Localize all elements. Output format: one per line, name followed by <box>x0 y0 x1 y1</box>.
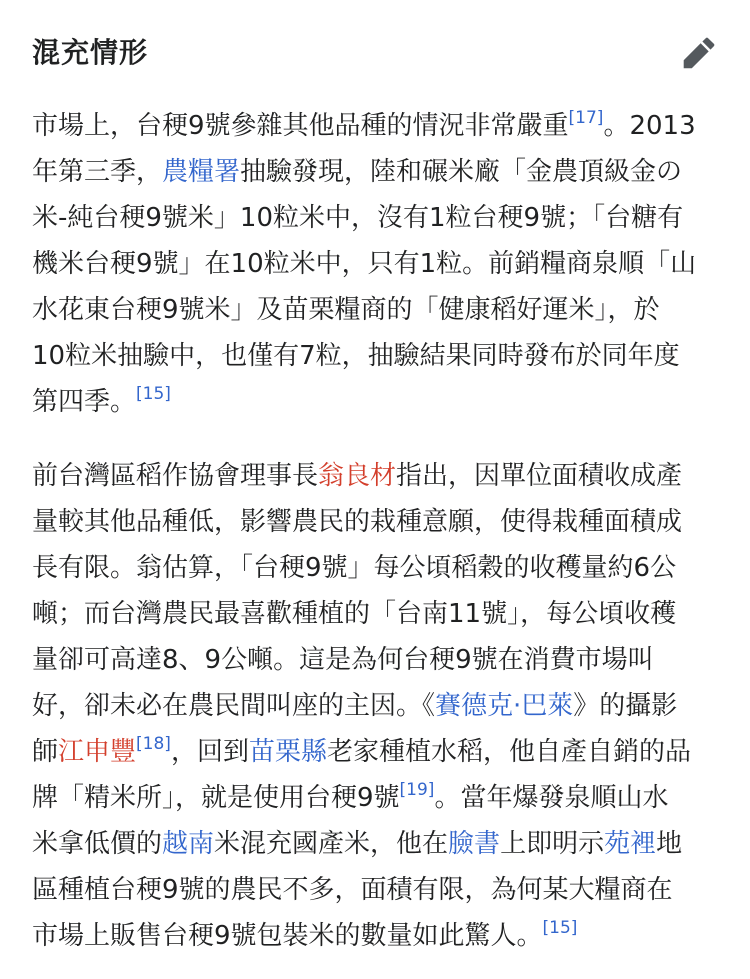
text-run: 牌「精米所」，就是使用台稉9號 <box>32 783 400 813</box>
text-run: 量卻可高達8、9公噸。這是為何台稉9號在消費市場叫 <box>32 645 654 675</box>
text-run: 老家種植水稻，他自產自銷的品 <box>326 737 691 767</box>
text-line <box>32 149 722 195</box>
text-line <box>32 867 722 913</box>
text-run: 10粒米抽驗中，也僅有7粒，抽驗結果同時發布於同年度 <box>32 341 680 371</box>
citation <box>136 384 171 404</box>
wiki-link[interactable]: 臉書 <box>448 829 501 859</box>
text-line <box>32 195 722 241</box>
wiki-link[interactable]: 越南 <box>162 829 215 859</box>
text-run: 。當年爆發泉順山水 <box>434 783 669 813</box>
text-run: 水花東台稉9號米」及苗栗糧商的「健康稻好運米」，於 <box>32 295 660 325</box>
text-run: 。2013 <box>603 111 696 141</box>
text-run: 上即明示 <box>500 829 605 859</box>
wiki-link[interactable]: 賽德克·巴萊 <box>435 691 574 721</box>
text-line <box>32 499 722 545</box>
text-run: ，回到 <box>170 737 249 767</box>
text-line <box>32 545 722 591</box>
text-run: 》的攝影 <box>573 691 678 721</box>
citation-link[interactable]: [19] <box>399 780 435 800</box>
text-run: 噸；而台灣農民最喜歡種植的「台南11號」，每公頃收穫 <box>32 599 677 629</box>
text-line <box>32 241 722 287</box>
wiki-link[interactable]: 農糧署 <box>162 157 241 187</box>
paragraph-2 <box>32 453 722 959</box>
citation <box>400 780 435 800</box>
text-run: 師 <box>32 737 59 767</box>
text-run: 前台灣區稻作協會理事長 <box>32 461 319 491</box>
text-line <box>32 591 722 637</box>
text-run: 機米台稉9號」在10粒米中，只有1粒。前銷糧商泉順「山 <box>32 249 697 279</box>
wiki-redlink[interactable]: 翁良材 <box>318 461 397 491</box>
citation <box>543 918 578 938</box>
text-run: 抽驗發現，陸和碾米廠「金農頂級金の <box>240 157 683 187</box>
text-run: 好，卻未必在農民間叫座的主因。《 <box>32 691 436 721</box>
text-run: 地 <box>656 829 683 859</box>
citation-link[interactable]: [15] <box>136 384 171 404</box>
text-line <box>32 683 722 729</box>
paragraph-1 <box>32 103 722 425</box>
section-title: 混充情形 <box>32 36 149 69</box>
text-line <box>32 637 722 683</box>
text-line <box>32 379 722 425</box>
text-run: 指出，因單位面積收成產 <box>396 461 683 491</box>
text-run: 長有限。翁估算，「台稉9號」每公頃稻穀的收穫量約6公 <box>32 553 677 583</box>
citation-link[interactable]: [15] <box>542 918 578 938</box>
text-line <box>32 913 722 959</box>
text-run: 年第三季， <box>32 157 163 187</box>
text-run: 區種植台稉9號的農民不多，面積有限，為何某大糧商在 <box>32 875 673 905</box>
text-line <box>32 729 722 775</box>
text-run: 第四季。 <box>32 387 137 417</box>
citation <box>136 734 171 754</box>
citation-link[interactable]: [18] <box>136 734 171 754</box>
text-run: 米混充國產米，他在 <box>214 829 449 859</box>
text-line <box>32 775 722 821</box>
citation-link[interactable]: [17] <box>568 108 604 128</box>
text-line <box>32 821 722 867</box>
text-run: 量較其他品種低，影響農民的栽種意願，使得栽種面積成 <box>32 507 683 537</box>
text-line <box>32 287 722 333</box>
text-run: 米-純台稉9號米」10粒米中，沒有1粒台稉9號；「台糖有 <box>32 203 684 233</box>
section-header <box>32 28 718 78</box>
wiki-redlink[interactable]: 江申豐 <box>58 737 137 767</box>
text-run: 市場上販售台稉9號包裝米的數量如此驚人。 <box>32 921 543 951</box>
text-line <box>32 103 722 149</box>
citation <box>569 108 604 128</box>
pencil-icon[interactable] <box>682 36 716 70</box>
text-line <box>32 333 722 379</box>
text-run: 米拿低價的 <box>32 829 163 859</box>
text-run: 市場上，台稉9號參雜其他品種的情況非常嚴重 <box>32 111 569 141</box>
wiki-link[interactable]: 苑裡 <box>604 829 657 859</box>
text-line <box>32 453 722 499</box>
wiki-link[interactable]: 苗栗縣 <box>248 737 327 767</box>
